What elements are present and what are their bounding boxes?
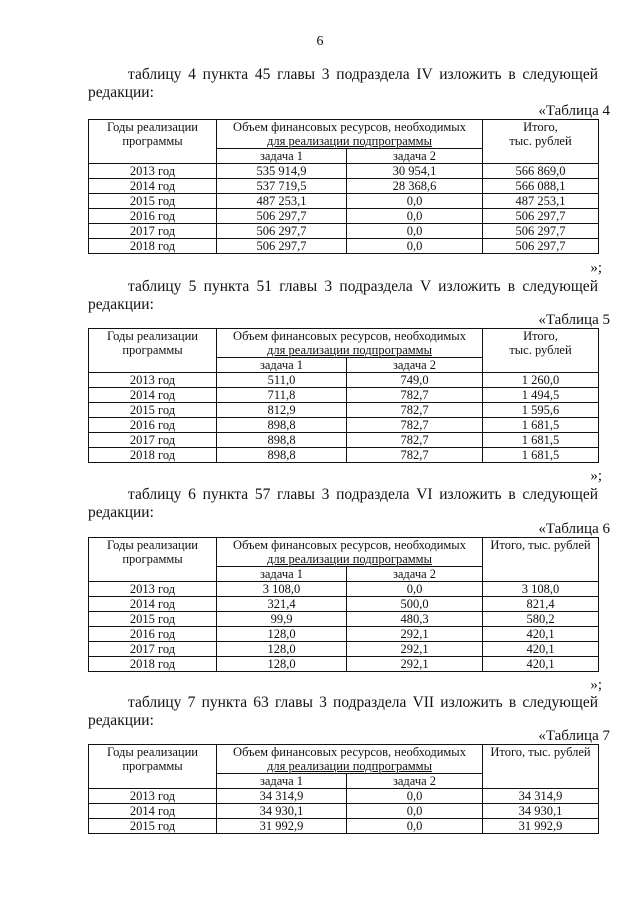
table-row (89, 657, 599, 672)
header-total: Итого, тыс. рублей (483, 538, 599, 582)
cell-total: 3 108,0 (483, 582, 599, 597)
cell-task1: 898,8 (217, 448, 347, 463)
cell-task2: 782,7 (347, 448, 483, 463)
cell-year: 2015 год (89, 612, 217, 627)
cell-year: 2017 год (89, 433, 217, 448)
header-finance-line1: Объем финансовых ресурсов, необходимых (233, 745, 466, 759)
section-7-line2: редакции: (88, 712, 154, 729)
cell-task2: 0,0 (347, 209, 483, 224)
header-years: Годы реализации программы (89, 745, 217, 789)
cell-task2: 0,0 (347, 789, 483, 804)
cell-total: 420,1 (483, 627, 599, 642)
cell-task1: 128,0 (217, 642, 347, 657)
cell-task1: 487 253,1 (217, 194, 347, 209)
header-finance (217, 745, 483, 774)
table-row (89, 642, 599, 657)
cell-task1: 3 108,0 (217, 582, 347, 597)
cell-total: 580,2 (483, 612, 599, 627)
header-finance-line2: для реализации подпрограммы (267, 759, 432, 773)
table-row (89, 224, 599, 239)
header-years: Годы реализации программы (89, 120, 217, 164)
cell-task1: 898,8 (217, 418, 347, 433)
cell-task2: 0,0 (347, 804, 483, 819)
cell-year: 2013 год (89, 164, 217, 179)
table-row (89, 433, 599, 448)
cell-task2: 292,1 (347, 627, 483, 642)
cell-task2: 28 368,6 (347, 179, 483, 194)
cell-total: 34 930,1 (483, 804, 599, 819)
cell-year: 2018 год (89, 239, 217, 254)
cell-year: 2013 год (89, 582, 217, 597)
cell-total: 566 869,0 (483, 164, 599, 179)
section-6-text (88, 486, 598, 522)
header-total (483, 329, 599, 373)
cell-task1: 812,9 (217, 403, 347, 418)
header-finance (217, 538, 483, 567)
cell-task1: 511,0 (217, 373, 347, 388)
cell-year: 2015 год (89, 819, 217, 834)
cell-task2: 782,7 (347, 388, 483, 403)
cell-total: 1 681,5 (483, 433, 599, 448)
cell-total: 31 992,9 (483, 819, 599, 834)
cell-task2: 749,0 (347, 373, 483, 388)
cell-task1: 128,0 (217, 657, 347, 672)
table-5 (88, 328, 599, 463)
header-total (483, 120, 599, 164)
cell-task1: 321,4 (217, 597, 347, 612)
cell-year: 2014 год (89, 179, 217, 194)
table-row (89, 179, 599, 194)
cell-task1: 506 297,7 (217, 239, 347, 254)
cell-task1: 711,8 (217, 388, 347, 403)
cell-year: 2016 год (89, 209, 217, 224)
cell-year: 2017 год (89, 224, 217, 239)
cell-total: 821,4 (483, 597, 599, 612)
header-finance-line2: для реализации подпрограммы (267, 552, 432, 566)
section-4-line2: редакции: (88, 84, 154, 101)
cell-year: 2015 год (89, 194, 217, 209)
cell-total: 1 595,6 (483, 403, 599, 418)
table-row (89, 388, 599, 403)
cell-task2: 782,7 (347, 433, 483, 448)
section-5-text (88, 278, 598, 314)
cell-year: 2014 год (89, 388, 217, 403)
section-5-line1: таблицу 5 пункта 51 главы 3 подраздела V изложить в следующей (128, 278, 598, 295)
section-6-line2: редакции: (88, 504, 154, 521)
table-6-close: »; (590, 677, 602, 693)
cell-task1: 99,9 (217, 612, 347, 627)
table-row (89, 403, 599, 418)
header-finance (217, 329, 483, 358)
cell-total: 1 681,5 (483, 448, 599, 463)
table-row (89, 418, 599, 433)
section-5-line2: редакции: (88, 296, 154, 313)
table-7 (88, 744, 599, 834)
cell-task2: 782,7 (347, 418, 483, 433)
header-task1: задача 1 (217, 774, 347, 789)
header-finance-line1: Объем финансовых ресурсов, необходимых (233, 329, 466, 343)
cell-total: 1 260,0 (483, 373, 599, 388)
cell-task2: 0,0 (347, 582, 483, 597)
table-4-label: «Таблица 4 (538, 103, 610, 119)
cell-total: 566 088,1 (483, 179, 599, 194)
cell-task1: 128,0 (217, 627, 347, 642)
cell-task2: 292,1 (347, 657, 483, 672)
cell-year: 2016 год (89, 627, 217, 642)
cell-year: 2016 год (89, 418, 217, 433)
table-6 (88, 537, 599, 672)
cell-year: 2017 год (89, 642, 217, 657)
header-task1: задача 1 (217, 149, 347, 164)
table-row (89, 597, 599, 612)
cell-task1: 898,8 (217, 433, 347, 448)
header-task2: задача 2 (347, 774, 483, 789)
cell-year: 2018 год (89, 448, 217, 463)
cell-task1: 34 314,9 (217, 789, 347, 804)
header-task1: задача 1 (217, 567, 347, 582)
cell-task2: 0,0 (347, 224, 483, 239)
table-4-close: »; (590, 260, 602, 276)
header-finance-line1: Объем финансовых ресурсов, необходимых (233, 120, 466, 134)
header-years: Годы реализации программы (89, 329, 217, 373)
header-finance-line2: для реализации подпрограммы (267, 134, 432, 148)
cell-total: 1 681,5 (483, 418, 599, 433)
cell-total: 34 314,9 (483, 789, 599, 804)
cell-task1: 31 992,9 (217, 819, 347, 834)
header-finance (217, 120, 483, 149)
cell-task1: 34 930,1 (217, 804, 347, 819)
header-total-line2: тыс. рублей (509, 343, 572, 357)
table-row (89, 239, 599, 254)
cell-task1: 506 297,7 (217, 209, 347, 224)
cell-task2: 782,7 (347, 403, 483, 418)
table-row (89, 194, 599, 209)
header-years: Годы реализации программы (89, 538, 217, 582)
cell-task2: 0,0 (347, 819, 483, 834)
cell-year: 2014 год (89, 804, 217, 819)
header-total-line2: тыс. рублей (509, 134, 572, 148)
section-4-text (88, 66, 598, 102)
cell-year: 2014 год (89, 597, 217, 612)
header-task2: задача 2 (347, 149, 483, 164)
cell-task2: 500,0 (347, 597, 483, 612)
table-4 (88, 119, 599, 254)
cell-task1: 535 914,9 (217, 164, 347, 179)
header-total-line1: Итого, (523, 120, 558, 134)
header-finance-line1: Объем финансовых ресурсов, необходимых (233, 538, 466, 552)
table-row (89, 448, 599, 463)
cell-task2: 292,1 (347, 642, 483, 657)
header-task1: задача 1 (217, 358, 347, 373)
header-total-line1: Итого, (523, 329, 558, 343)
cell-task1: 506 297,7 (217, 224, 347, 239)
cell-year: 2013 год (89, 789, 217, 804)
header-total: Итого, тыс. рублей (483, 745, 599, 789)
cell-year: 2013 год (89, 373, 217, 388)
cell-total: 506 297,7 (483, 209, 599, 224)
header-finance-line2: для реализации подпрограммы (267, 343, 432, 357)
table-row (89, 582, 599, 597)
section-7-line1: таблицу 7 пункта 63 главы 3 подраздела VII изложить в следующей (128, 694, 598, 711)
table-5-close: »; (590, 468, 602, 484)
cell-task2: 0,0 (347, 239, 483, 254)
header-task2: задача 2 (347, 358, 483, 373)
cell-total: 1 494,5 (483, 388, 599, 403)
table-6-label: «Таблица 6 (538, 521, 610, 537)
table-row (89, 789, 599, 804)
table-5-label: «Таблица 5 (538, 312, 610, 328)
cell-task2: 0,0 (347, 194, 483, 209)
cell-year: 2015 год (89, 403, 217, 418)
table-row (89, 373, 599, 388)
header-task2: задача 2 (347, 567, 483, 582)
cell-total: 420,1 (483, 657, 599, 672)
table-row (89, 804, 599, 819)
table-row (89, 627, 599, 642)
cell-task1: 537 719,5 (217, 179, 347, 194)
cell-total: 506 297,7 (483, 239, 599, 254)
table-row (89, 209, 599, 224)
table-row (89, 164, 599, 179)
page-number: 6 (316, 34, 324, 49)
section-4-line1: таблицу 4 пункта 45 главы 3 подраздела IV изложить в следующей (128, 66, 598, 83)
cell-task2: 480,3 (347, 612, 483, 627)
section-6-line1: таблицу 6 пункта 57 главы 3 подраздела VI изложить в следующей (128, 486, 598, 503)
cell-year: 2018 год (89, 657, 217, 672)
table-7-label: «Таблица 7 (538, 728, 610, 744)
cell-task2: 30 954,1 (347, 164, 483, 179)
cell-total: 487 253,1 (483, 194, 599, 209)
cell-total: 420,1 (483, 642, 599, 657)
cell-total: 506 297,7 (483, 224, 599, 239)
table-row (89, 819, 599, 834)
section-7-text (88, 694, 598, 730)
table-row (89, 612, 599, 627)
